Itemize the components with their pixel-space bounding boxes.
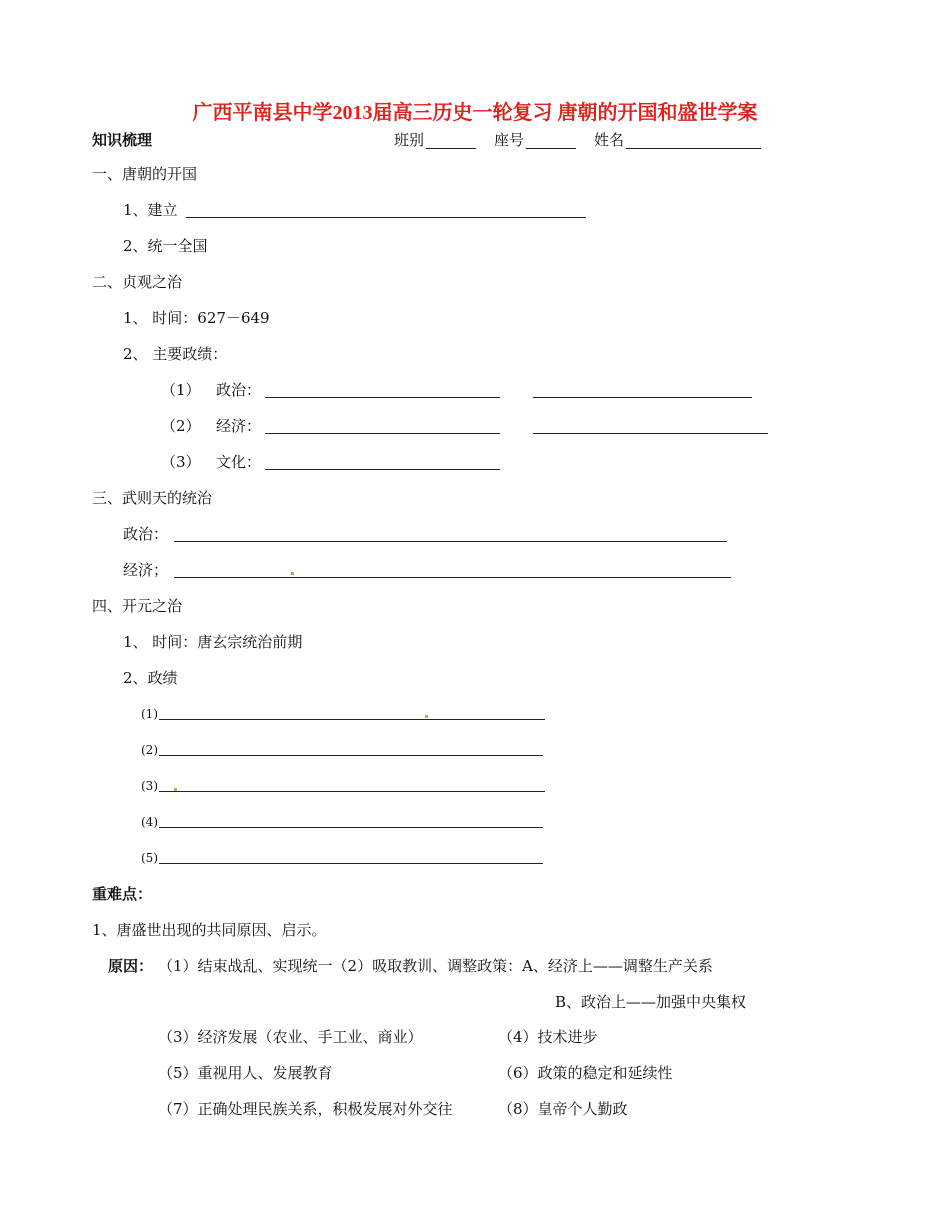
part2-sub3-num: （3） (161, 453, 201, 471)
part3-heading: 三、武则天的统治 (92, 489, 213, 507)
section-heading-knowledge: 知识梳理 (92, 131, 153, 149)
class-blank[interactable] (426, 148, 476, 149)
key-points-heading: 重难点： (92, 885, 153, 903)
part4-item3-blank[interactable] (159, 791, 545, 792)
part1-item2-label: 2、统一全国 (123, 237, 208, 255)
part3-economy-label: 经济； (123, 561, 169, 579)
seat-blank[interactable] (526, 148, 576, 149)
speck-mark (425, 715, 428, 718)
seat-label: 座号 (494, 131, 525, 149)
part1-item1-label: 1、建立 (123, 201, 178, 219)
part2-politics-blank-a[interactable] (265, 397, 500, 398)
part1-item1-blank[interactable] (186, 217, 586, 218)
part4-item2-blank[interactable] (159, 755, 543, 756)
name-blank[interactable] (626, 148, 761, 149)
speck-mark (174, 788, 177, 791)
part3-politics-blank[interactable] (174, 541, 727, 542)
part4-item1-blank[interactable] (159, 719, 545, 720)
part4-achievements: 2、政绩 (123, 669, 178, 687)
part4-time: 1、 时间：唐玄宗统治前期 (123, 633, 303, 651)
part2-time: 1、 时间：627－649 (123, 309, 270, 327)
part4-item2-num: (2) (141, 743, 158, 757)
page-title: 广西平南县中学2013届高三历史一轮复习 唐朝的开国和盛世学案 (192, 102, 758, 124)
part4-item5-num: (5) (141, 851, 158, 865)
reason-4: （4）技术进步 (498, 1028, 598, 1046)
part2-sub2-num: （2） (161, 417, 201, 435)
name-label: 姓名 (594, 131, 625, 149)
part2-politics-blank-b[interactable] (533, 397, 752, 398)
reason-7: （7）正确处理民族关系，积极发展对外交往 (158, 1100, 453, 1118)
reason-label: 原因： (108, 957, 154, 975)
reason-line1: （1）结束战乱、实现统一（2）吸取教训、调整政策：A、经济上——调整生产关系 (158, 957, 713, 975)
part4-item1-num: (1) (141, 707, 158, 721)
part2-sub2-label: 经济： (216, 417, 262, 435)
part4-item5-blank[interactable] (159, 863, 543, 864)
part2-culture-blank[interactable] (265, 469, 500, 470)
part2-sub1-label: 政治： (216, 381, 262, 399)
part2-sub1-num: （1） (161, 381, 201, 399)
reason-5: （5）重视用人、发展教育 (158, 1064, 333, 1082)
part2-economy-blank-a[interactable] (265, 433, 500, 434)
class-label: 班别 (394, 131, 425, 149)
key-points-q1: 1、唐盛世出现的共同原因、启示。 (92, 921, 327, 939)
part3-politics-label: 政治： (123, 525, 169, 543)
part2-achievements: 2、 主要政绩： (123, 345, 228, 363)
reason-line2: B、政治上——加强中央集权 (555, 993, 747, 1011)
part3-economy-blank[interactable] (174, 577, 731, 578)
part4-item3-num: (3) (141, 779, 158, 793)
part2-sub3-label: 文化： (216, 453, 262, 471)
reason-6: （6）政策的稳定和延续性 (498, 1064, 673, 1082)
part4-heading: 四、开元之治 (92, 597, 183, 615)
part2-heading: 二、贞观之治 (92, 273, 183, 291)
part4-item4-num: (4) (141, 815, 158, 829)
part2-economy-blank-b[interactable] (533, 433, 768, 434)
reason-3: （3）经济发展（农业、手工业、商业） (158, 1028, 423, 1046)
speck-mark (291, 572, 294, 575)
part4-item4-blank[interactable] (159, 827, 543, 828)
part1-heading: 一、唐朝的开国 (92, 165, 198, 183)
reason-8: （8）皇帝个人勤政 (498, 1100, 628, 1118)
